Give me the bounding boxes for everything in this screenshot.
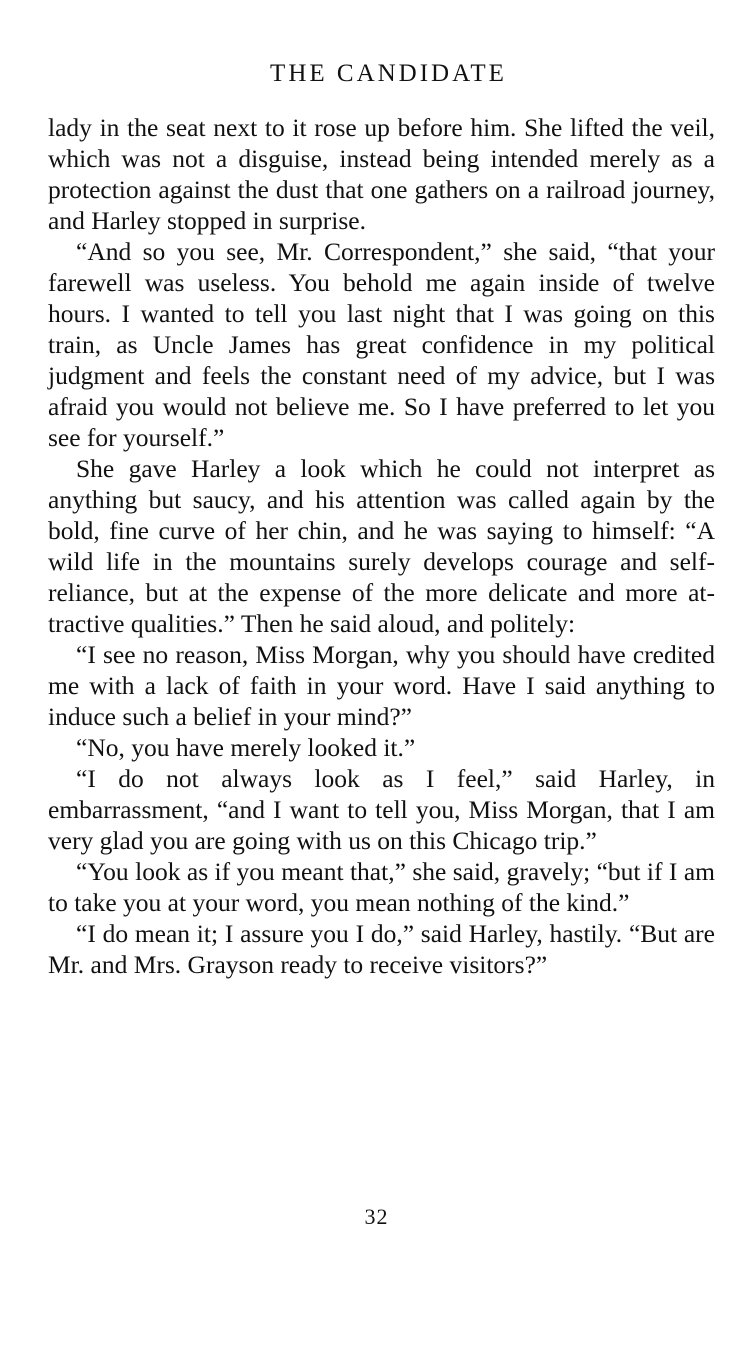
body-text [48, 112, 715, 980]
running-head: THE CANDIDATE [270, 60, 507, 87]
paragraph: “I do not always look as I feel,” said Harley, in embarrassment, “and I want to tell you, Miss Morgan, that I am very glad you are going with us on this Chicago trip.” [48, 764, 715, 855]
book-page [48, 56, 715, 980]
paragraph-continued: lady in the seat next to it rose up before him. She lifted the veil, which was not a disguise, instead being intended merely as a protection against the dust that one gathers on a railroad journey, and Harley stopped in surprise. [48, 113, 715, 235]
paragraph: “No, you have merely looked it.” [76, 733, 416, 762]
paragraph: “And so you see, Mr. Correspondent,” she said, “that your farewell was useless. You behold me again inside of twelve hours. I wanted to tell you last night that I was going on this train, as Uncle James has great confidence in my political judgment and feels the constant need of my advice, but I was afraid you would not believe me. So I have preferred to let you see for yourself.” [48, 237, 715, 452]
paragraph: “I see no reason, Miss Morgan, why you should have credited me with a lack of faith in your word. Have I said anything to induce such a belief in your mind?” [48, 640, 715, 731]
paragraph: She gave Harley a look which he could not interpret as anything but saucy, and his attention was called again by the bold, fine curve of her chin, and he was saying to himself: “A wild life in the mountains surely develops courage and self-reliance, but at the expense of the more delicate and more attractive qualities.” Then he said aloud, and politely: [48, 454, 715, 638]
paragraph: “I do mean it; I assure you I do,” said Harley, hastily. “But are Mr. and Mrs. Grayson ready to receive visitors?” [48, 919, 715, 979]
page-number: 32 [364, 1204, 389, 1229]
paragraph: “You look as if you meant that,” she said, gravely; “but if I am to take you at your word, you mean nothing of the kind.” [48, 857, 715, 917]
